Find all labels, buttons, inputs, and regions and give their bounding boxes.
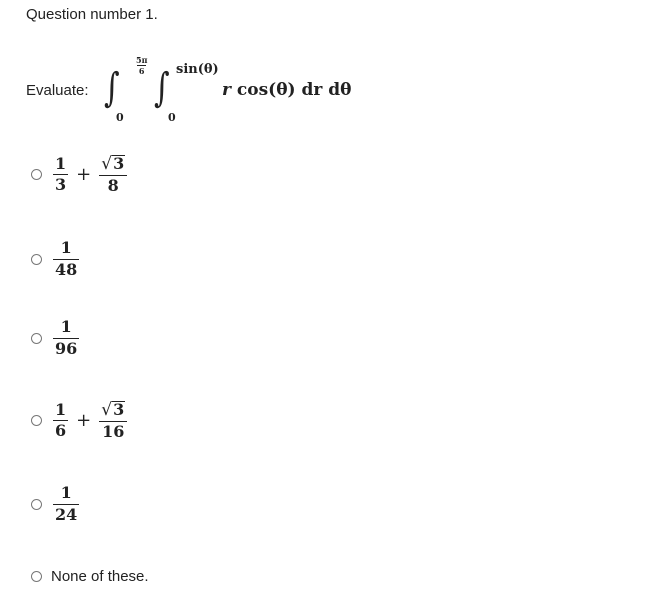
option-4-b-sqrt [99,401,127,419]
answer-option-2[interactable] [31,240,79,279]
option-6-label: None of these. [51,568,149,585]
option-4-expression [53,401,127,441]
option-4-fraction-a [53,399,68,441]
outer-integral-sign: ∫ [104,65,120,111]
option-5-expression [53,485,79,524]
option-1-b-sqrt [99,155,127,173]
outer-lower-limit: 0 [116,111,124,124]
inner-lower-limit: 0 [168,111,176,124]
radio-button-option-5[interactable] [31,499,42,510]
option-4-a-denominator: 6 [55,421,67,441]
option-4-a-numerator: 1 [55,399,67,419]
inner-integral-sign: ∫ [154,65,170,111]
radio-button-option-2[interactable] [31,254,42,265]
integrand [222,80,351,100]
answer-option-1[interactable] [31,155,127,195]
question-title: Question number 1. [26,6,158,23]
radio-button-option-4[interactable] [31,415,42,426]
radio-button-option-3[interactable] [31,333,42,344]
outer-upper-numerator: 5π [136,55,148,65]
option-4-b-radicand: 3 [113,400,125,419]
option-2-denominator: 48 [55,259,78,279]
answer-option-4[interactable] [31,401,127,441]
option-4-b-denominator: 16 [102,421,125,441]
outer-upper-limit [136,56,147,75]
inner-upper-limit: sin(θ) [176,62,219,77]
plus-sign: + [76,410,92,432]
option-3-fraction [53,319,79,358]
option-1-b-denominator: 8 [107,175,119,195]
answer-option-5[interactable] [31,485,79,524]
option-1-fraction-a [53,153,68,195]
integrand-variable-r: r [222,80,231,100]
option-2-expression [53,240,79,279]
option-1-fraction-b [99,155,127,195]
option-1-b-radicand: 3 [113,154,125,173]
option-1-a-denominator: 3 [55,175,67,195]
option-3-expression [53,319,79,358]
option-1-expression [53,155,127,195]
option-5-fraction [53,485,79,524]
outer-upper-denominator: 6 [138,66,145,76]
radio-button-option-6[interactable] [31,571,42,582]
plus-sign: + [76,164,92,186]
option-5-numerator: 1 [60,483,72,502]
option-1-a-numerator: 1 [55,153,67,173]
option-5-denominator: 24 [55,504,78,524]
radio-button-option-1[interactable] [31,169,42,180]
evaluate-label: Evaluate: [26,82,89,99]
sqrt-symbol: √ [101,399,113,420]
answer-option-3[interactable] [31,319,79,358]
option-3-numerator: 1 [60,317,72,336]
integrand-rest: cos(θ) dr dθ [236,80,352,100]
option-4-fraction-b [99,401,127,441]
option-3-denominator: 96 [55,338,78,358]
option-2-fraction [53,240,79,279]
integral-expression [26,55,626,124]
sqrt-symbol: √ [101,153,113,174]
answer-option-6[interactable] [31,568,149,585]
option-2-numerator: 1 [60,238,72,257]
